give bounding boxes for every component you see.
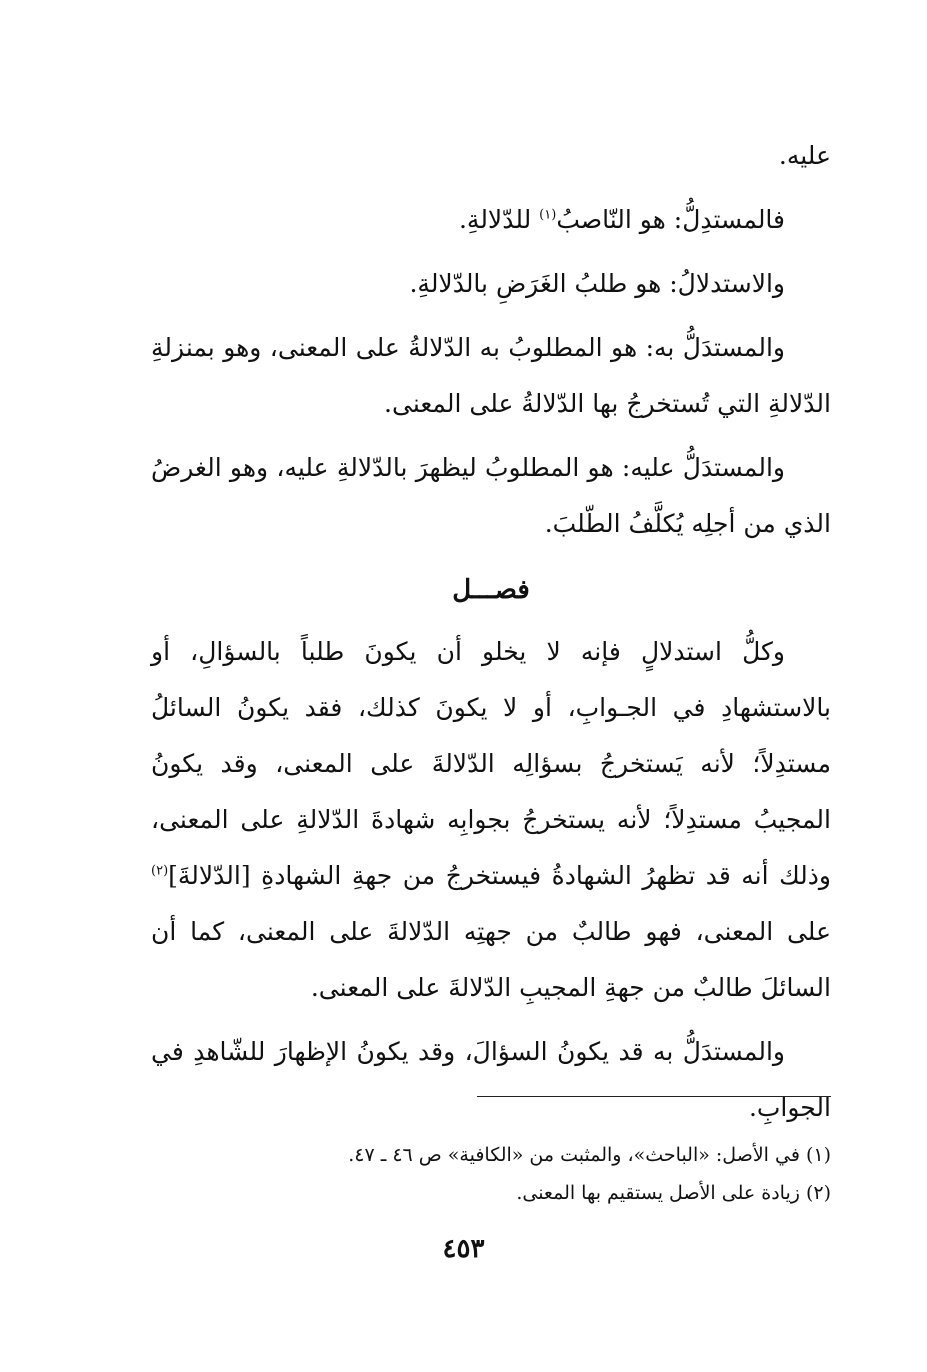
footnote-2: (٢) زيادة على الأصل يستقيم بها المعنى. xyxy=(516,1182,831,1204)
footnote-1: (١) في الأصل: «الباحث»، والمثبت من «الكافية» ص ٤٦ ـ ٤٧. xyxy=(348,1144,831,1166)
page-number: ٤٥٣ xyxy=(442,1234,485,1264)
paragraph-continuation xyxy=(151,128,831,184)
paragraph-text: والمستدَلُّ عليه: هو المطلوبُ ليظهرَ بالدّلالةِ عليه، وهو الغرضُ الذي من أجلِه يُكلَّفُ الطّلبَ. xyxy=(151,453,831,538)
paragraph-istidlal-types xyxy=(151,624,831,1016)
footnote-marker-2[interactable]: (٢) xyxy=(151,863,169,879)
paragraph-istidlal-definition xyxy=(151,256,831,312)
paragraph-mustadal-bih-definition xyxy=(151,320,831,432)
paragraph-text: للدّلالةِ. xyxy=(458,205,540,234)
paragraph-mustadill-definition xyxy=(151,192,831,248)
paragraph-mustadal-bih-note xyxy=(151,1024,831,1136)
paragraph-mustadal-alayh-definition xyxy=(151,440,831,552)
section-heading: فصـــل xyxy=(452,575,530,605)
paragraph-text: على المعنى، فهو طالبٌ من جهتِه الدّلالةَ على المعنى، كما أن السائلَ طالبٌ من جهةِ المجيبِ الدّلالةَ على المعنى. xyxy=(151,917,831,1002)
footnote-marker-1[interactable]: (١) xyxy=(539,207,557,223)
footnotes xyxy=(151,1136,831,1212)
paragraph-text: والاستدلالُ: هو طلبُ الغَرَضِ بالدّلالةِ. xyxy=(409,269,785,298)
paragraph-text: والمستدَلُّ به: هو المطلوبُ به الدّلالةُ على المعنى، وهو بمنزلةِ الدّلالةِ التي تُستخرجُ بها الدّلالةُ على المعنى. xyxy=(151,333,831,418)
paragraph-text: عليه. xyxy=(778,141,831,170)
paragraph-text: فالمستدِلُّ: هو النّاصبُ xyxy=(556,205,785,234)
paragraph-text: وكلُّ استدلالٍ فإنه لا يخلو أن يكونَ طلباً بالسؤالِ، أو بالاستشهادِ في الجـوابِ، أو لا يكونَ كذلك، فقد يكونُ السائلُ مستدِلاً؛ لأنه يَستخرجُ بسؤالِه الدّلالةَ على المعنى، وقد يكونُ المجيبُ مستدِلاً؛ لأنه يستخرجُ بجوابِه شهادةَ الدّلالةِ على المعنى، وذلك أنه قد تظهرُ الشهادةُ فيستخرجُ من جهةِ الشهادةِ [الدّلالةَ] xyxy=(151,637,831,890)
paragraph-text: والمستدَلُّ به قد يكونُ السؤالَ، وقد يكونُ الإظهارَ للشّاهدِ في الجوابِ. xyxy=(151,1037,831,1122)
main-text xyxy=(151,128,831,1136)
footnote-separator xyxy=(477,1096,831,1097)
